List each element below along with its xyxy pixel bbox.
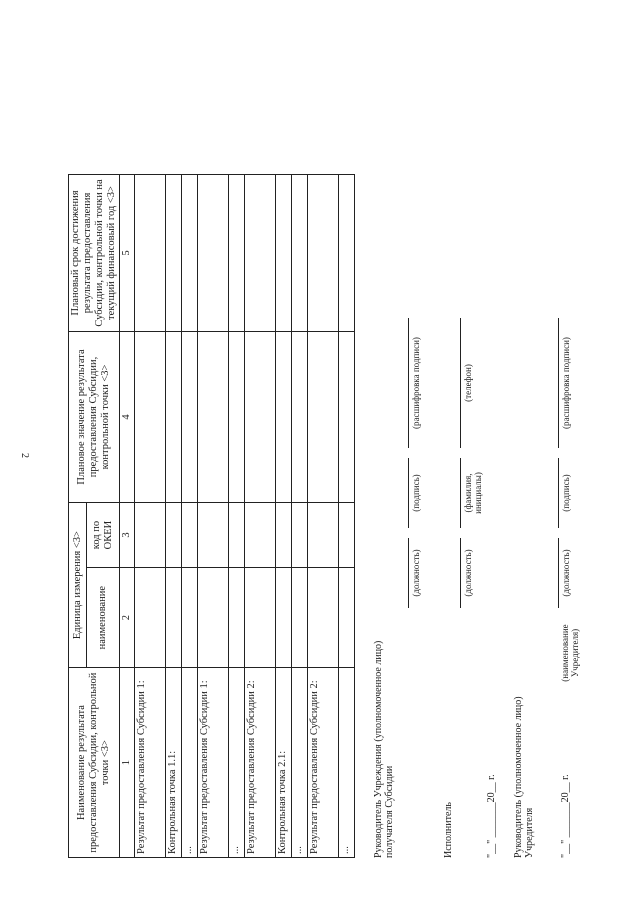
- date-line-2: "__" _______20__ г.: [560, 774, 571, 858]
- date-line-1: "__" _______20__ г.: [486, 774, 497, 858]
- header-result-name: Наименование результата предоставления Субсидии, контрольной точки <3>: [69, 668, 120, 858]
- table-row: [135, 175, 166, 858]
- rotated-page-content: [68, 118, 640, 858]
- table-row: [308, 175, 339, 858]
- position-line: [460, 538, 461, 608]
- executor-label: Исполнитель: [443, 802, 454, 858]
- row-label: ...: [339, 668, 355, 858]
- row-label: Контрольная точка 1.1:: [166, 668, 182, 858]
- table-row: [339, 175, 355, 858]
- header-unit-group: Единица измерения <3>: [69, 503, 87, 668]
- position-caption: (должность): [561, 549, 571, 597]
- col-number: 3: [120, 503, 135, 568]
- row-label: Результат предоставления Субсидии 1:: [135, 668, 166, 858]
- signature-caption: (подпись): [561, 474, 571, 512]
- row-label: Результат предоставления Субсидии 1:: [198, 668, 229, 858]
- results-table: [68, 174, 355, 858]
- row-label: ...: [292, 668, 308, 858]
- table-row: [198, 175, 229, 858]
- position-caption: (должность): [463, 549, 473, 597]
- row-label: ...: [229, 668, 245, 858]
- table-row: [245, 175, 276, 858]
- col-number: 1: [120, 668, 135, 858]
- position-caption: (должность): [411, 549, 421, 597]
- header-plan-date: Плановый срок достижения результата предоставления Субсидии, контрольной точки на текущий финансовый год <3>: [69, 175, 120, 332]
- row-label: Результат предоставления Субсидии 2:: [308, 668, 339, 858]
- phone-line: [460, 318, 461, 448]
- phone-caption: (телефон): [463, 364, 473, 402]
- header-plan-value: Плановое значение результата предоставления Субсидии, контрольной точки <3>: [69, 331, 120, 502]
- table-row: [229, 175, 245, 858]
- table-row: [182, 175, 198, 858]
- table-row: [166, 175, 182, 858]
- signature-caption: (подпись): [411, 474, 421, 512]
- head-founder-label: Руководитель (уполномоченное лицо) Учредителя: [513, 696, 535, 858]
- row-label: Контрольная точка 2.1:: [276, 668, 292, 858]
- signature-line: [558, 458, 559, 528]
- founder-name-caption: (наименование Учредителя): [560, 624, 580, 682]
- col-number: 5: [120, 175, 135, 332]
- page-number: 2: [19, 453, 30, 458]
- signature-line: [408, 458, 409, 528]
- position-line: [558, 538, 559, 608]
- header-okei-code: код по ОКЕИ: [87, 503, 120, 568]
- position-line: [408, 538, 409, 608]
- decrypt-caption: (расшифровка подписи): [411, 337, 421, 429]
- decrypt-caption: (расшифровка подписи): [561, 337, 571, 429]
- head-recipient-label: Руководитель Учреждения (уполномоченное лицо) получателя Субсидии: [373, 640, 395, 858]
- decrypt-line: [408, 318, 409, 448]
- header-unit-name: наименование: [87, 568, 120, 668]
- row-label: ...: [182, 668, 198, 858]
- name-line: [460, 458, 461, 528]
- name-caption: (фамилия, инициалы): [463, 472, 483, 514]
- table-row: [276, 175, 292, 858]
- col-number: 4: [120, 331, 135, 502]
- table-row: [292, 175, 308, 858]
- col-number: 2: [120, 568, 135, 668]
- decrypt-line: [558, 318, 559, 448]
- row-label: Результат предоставления Субсидии 2:: [245, 668, 276, 858]
